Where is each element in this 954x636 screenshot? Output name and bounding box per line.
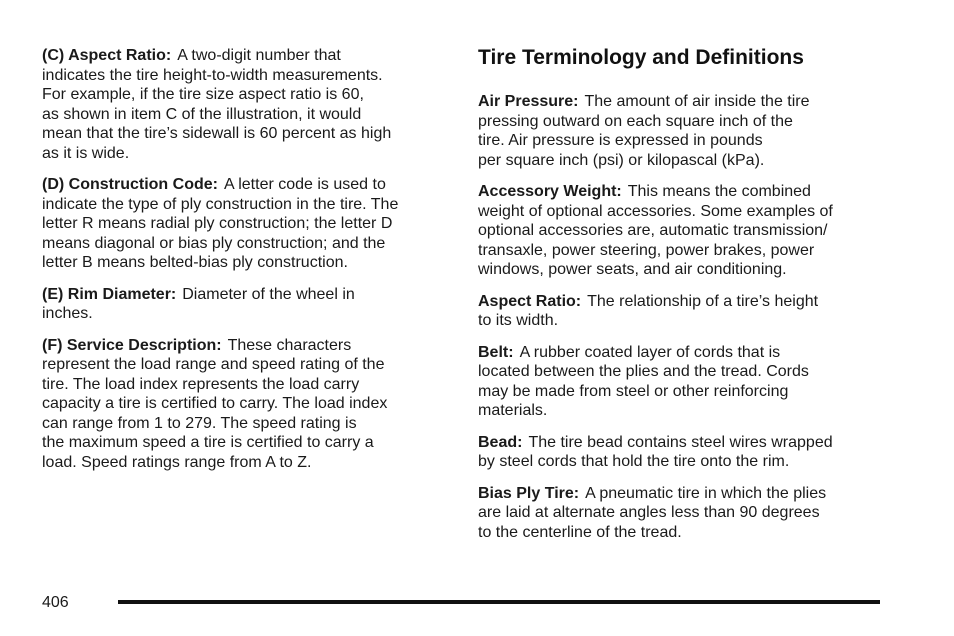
right-column (478, 44, 888, 554)
definition-text: This means the combined (627, 183, 811, 200)
text-line (42, 175, 442, 195)
definition-term: Aspect Ratio: (478, 292, 582, 310)
text-line: can range from 1 to 279. The speed rating is (42, 414, 357, 432)
definition-paragraph (42, 46, 442, 163)
text-line: mean that the tire’s sidewall is 60 percent as high (42, 125, 392, 142)
text-line: indicate the type of ply construction in the tire. The (42, 195, 399, 213)
text-line: windows, power seats, and air conditioning. (478, 261, 787, 278)
definition-text: A rubber coated layer of cords that is (519, 343, 781, 361)
text-line (42, 336, 442, 356)
text-line: materials. (478, 402, 548, 419)
text-line: load. Speed ratings range from A to Z. (42, 453, 312, 471)
text-line: as it is wide. (42, 144, 130, 162)
definition-term: (E) Rim Diameter: (42, 285, 177, 303)
text-line: means diagonal or bias ply construction; and the (42, 234, 386, 252)
text-line: letter B means belted-bias ply construction. (42, 254, 348, 271)
definition-term: Air Pressure: (478, 93, 579, 110)
text-line: as shown in item C of the illustration, it would (42, 105, 362, 123)
definition-paragraph (42, 285, 442, 324)
page-number: 406 (42, 594, 69, 611)
text-line: to its width. (478, 312, 559, 329)
text-line: weight of optional accessories. Some examples of (478, 202, 833, 220)
definition-term: (C) Aspect Ratio: (42, 47, 172, 64)
definition-paragraph (478, 182, 888, 280)
text-line (478, 292, 888, 312)
text-line: per square inch (psi) or kilopascal (kPa). (478, 151, 765, 169)
text-line: may be made from steel or other reinforcing (478, 382, 789, 400)
text-line: pressing outward on each square inch of the (478, 112, 793, 130)
text-line (478, 433, 888, 453)
definition-text: The relationship of a tire’s height (587, 292, 819, 310)
definition-text: The amount of air inside the tire (584, 93, 810, 110)
text-line: to the centerline of the tread. (478, 523, 682, 541)
text-line (478, 484, 888, 504)
text-line (42, 285, 442, 305)
text-line: the maximum speed a tire is certified to carry a (42, 434, 374, 451)
text-line: by steel cords that hold the tire onto the rim. (478, 453, 790, 470)
definition-term: (F) Service Description: (42, 336, 222, 354)
definition-paragraph (478, 484, 888, 543)
definition-text: These characters (227, 336, 352, 354)
text-line: letter R means radial ply construction; the letter D (42, 215, 393, 232)
definition-paragraph (478, 92, 888, 170)
text-line: capacity a tire is certified to carry. The load index (42, 395, 388, 412)
section-heading: Tire Terminology and Definitions (478, 46, 804, 69)
definition-paragraph (42, 175, 442, 273)
text-line (478, 182, 888, 202)
definition-term: Bead: (478, 433, 523, 451)
text-line: For example, if the tire size aspect ratio is 60, (42, 86, 364, 103)
text-line: transaxle, power steering, power brakes, power (478, 241, 815, 259)
text-line: are laid at alternate angles less than 90 degrees (478, 504, 820, 521)
text-line (478, 343, 888, 363)
text-line: tire. The load index represents the load carry (42, 375, 360, 393)
definition-text: Diameter of the wheel in (182, 285, 355, 303)
definition-term: (D) Construction Code: (42, 176, 218, 193)
text-line: located between the plies and the tread. Cords (478, 363, 809, 380)
definition-text: A letter code is used to (223, 176, 386, 193)
text-line: tire. Air pressure is expressed in pounds (478, 132, 763, 149)
definition-text: A pneumatic tire in which the plies (585, 484, 827, 502)
definition-paragraph (478, 433, 888, 472)
definition-paragraph (478, 343, 888, 421)
text-line: indicates the tire height-to-width measurements. (42, 66, 383, 84)
text-line (42, 46, 442, 66)
definition-term: Belt: (478, 343, 514, 361)
definition-text: The tire bead contains steel wires wrapped (528, 433, 833, 451)
definition-paragraph (42, 336, 442, 473)
left-column (42, 46, 442, 484)
definitions-list (478, 92, 888, 542)
footer-rule (118, 600, 880, 604)
text-line: represent the load range and speed rating of the (42, 356, 385, 373)
definition-paragraph (478, 292, 888, 331)
text-line: inches. (42, 305, 93, 322)
definition-text: A two-digit number that (177, 47, 341, 64)
definition-term: Accessory Weight: (478, 183, 622, 200)
text-line: optional accessories are, automatic transmission/ (478, 222, 828, 239)
text-line (478, 92, 888, 112)
definition-term: Bias Ply Tire: (478, 484, 580, 502)
